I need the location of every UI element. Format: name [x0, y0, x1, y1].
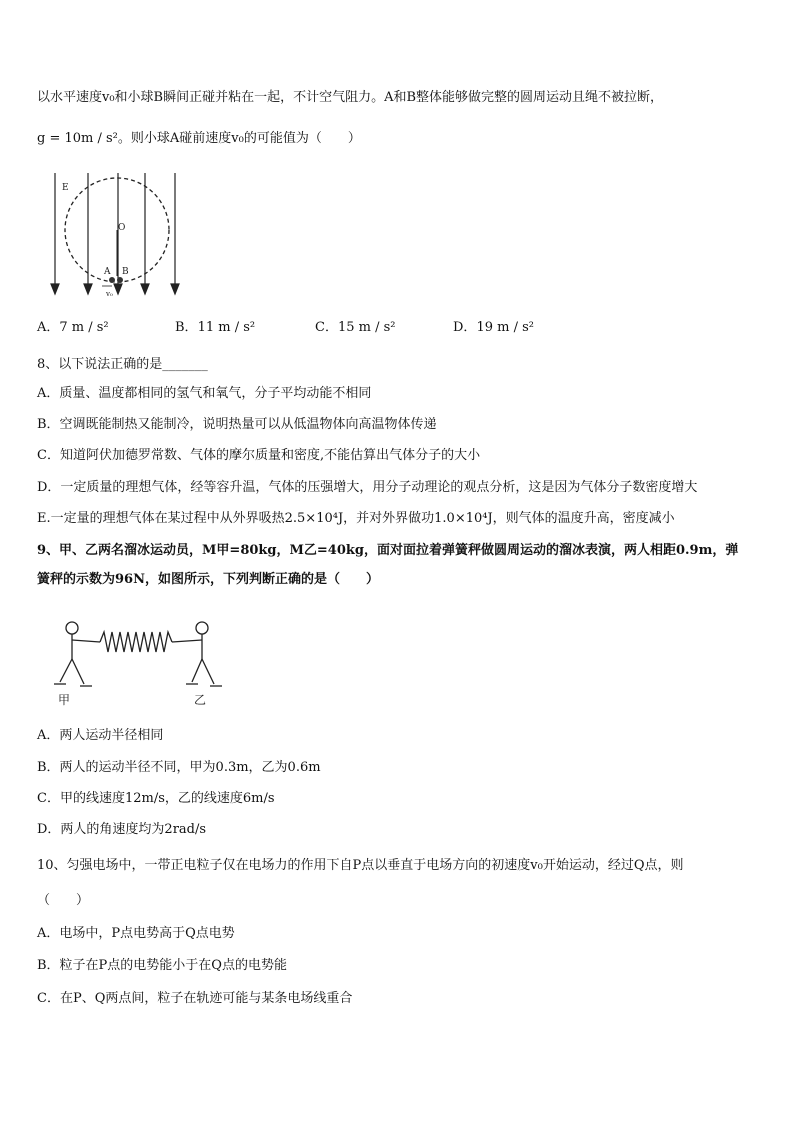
q9-label-left: 甲 [58, 693, 71, 707]
q9-option-a[interactable]: A．两人运动半径相同 [37, 728, 164, 743]
q9-option-d[interactable]: D．两人的角速度均为2rad/s [37, 822, 207, 837]
q7-option-d-value: 19 m / s² [476, 320, 534, 335]
q7-figure-electric-field-circle [40, 168, 190, 298]
q7-label-b: B [122, 267, 129, 277]
q8-option-d[interactable]: D．一定质量的理想气体，经等容升温，气体的压强增大，用分子动理论的观点分析，这是因为气体分子数密度增大 [37, 480, 698, 495]
q7-options [37, 316, 597, 336]
q7-option-c-value: 15 m / s² [337, 320, 396, 335]
q7-label-e: E [62, 183, 69, 193]
q10-stem-line2: （ ） [37, 893, 90, 908]
q7-option-b-value: 11 m / s² [197, 320, 256, 335]
q7-option-a-letter: A． [37, 320, 60, 335]
q9-figure-skaters-spring-scale [42, 614, 232, 709]
q7-option-c-letter: C． [315, 320, 338, 335]
q7-option-b[interactable] [175, 316, 255, 335]
q7-label-a: A [104, 267, 111, 277]
q7-option-d[interactable] [453, 316, 534, 335]
q9-left-skater-head [66, 622, 78, 634]
q8-option-c[interactable]: C．知道阿伏加德罗常数、气体的摩尔质量和密度,不能估算出气体分子的大小 [37, 448, 481, 463]
q7-option-a[interactable] [37, 316, 109, 335]
q9-option-c[interactable]: C．甲的线速度12m/s，乙的线速度6m/s [37, 791, 275, 806]
q7-option-c[interactable] [315, 316, 395, 335]
q8-option-e[interactable]: E.一定量的理想气体在某过程中从外界吸热2.5×10⁴J，并对外界做功1.0×10⁴J，则气体的温度升高，密度减小 [37, 511, 675, 526]
q9-stem-line2: 簧秤的示数为96N，如图所示，下列判断正确的是（ ） [37, 572, 379, 587]
q7-stem-line1: 以水平速度v₀和小球B瞬间正碰并粘在一起，不计空气阻力。A和B整体能够做完整的圆周运动且绳不被拉断， [37, 90, 664, 105]
q7-stem-line2: g = 10m / s²。则小球A碰前速度v₀的可能值为（ ） [37, 131, 361, 146]
q8-option-a[interactable]: A．质量、温度都相同的氢气和氧气，分子平均动能不相同 [37, 386, 372, 401]
q9-spring-icon [100, 632, 172, 652]
q9-label-right: 乙 [194, 693, 207, 707]
q10-option-a[interactable]: A．电场中，P点电势高于Q点电势 [37, 926, 235, 941]
q7-option-a-value: 7 m / s² [59, 320, 109, 335]
q8-option-b[interactable]: B．空调既能制热又能制冷，说明热量可以从低温物体向高温物体传递 [37, 417, 437, 432]
q7-option-d-letter: D． [453, 320, 477, 335]
q9-stem-line1: 9、甲、乙两名溜冰运动员，M甲=80kg，M乙=40kg，面对面拉着弹簧秤做圆周运动的溜冰表演，两人相距0.9m，弹 [37, 543, 739, 558]
q10-option-b[interactable]: B．粒子在P点的电势能小于在Q点的电势能 [37, 958, 287, 973]
q7-label-o: O [118, 223, 126, 233]
q10-stem-line1: 10、匀强电场中，一带正电粒子仅在电场力的作用下自P点以垂直于电场方向的初速度v₀开始运动，经过Q点，则 [37, 858, 684, 873]
q10-option-c[interactable]: C．在P、Q两点间，粒子在轨迹可能与某条电场线重合 [37, 991, 353, 1006]
q7-option-b-letter: B． [175, 320, 198, 335]
q9-option-b[interactable]: B．两人的运动半径不同，甲为0.3m，乙为0.6m [37, 760, 321, 775]
q7-label-v0: v₀ [106, 290, 113, 298]
q8-stem: 8、以下说法正确的是_______ [37, 357, 208, 372]
